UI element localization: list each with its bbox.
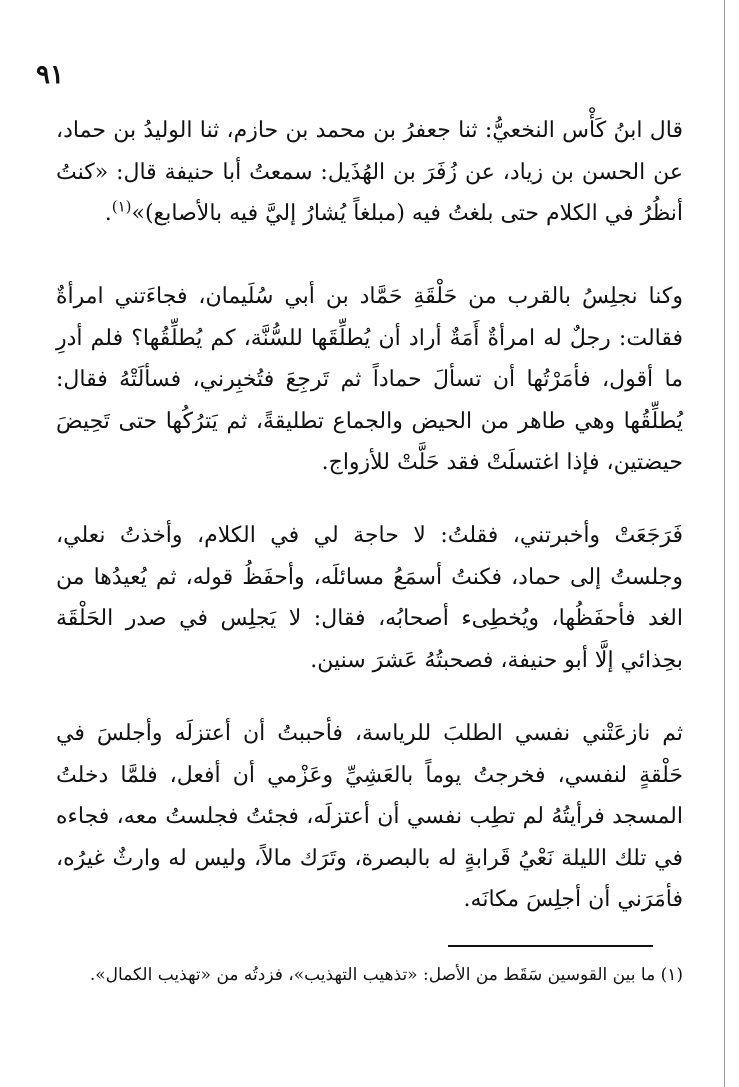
footnote-separator [448,945,653,947]
paragraph-2 [56,276,683,484]
footnote-reference: (١) [111,197,132,216]
page-edge-line [724,0,725,1087]
paragraph-1 [56,110,683,235]
paragraph-3-text: فَرَجَعَتْ وأخبرتني، فقلتُ: لا حاجة لي في الكلام، وأخذتُ نعلي، وجلستُ إلى حماد، فكنتُ أسمَعُ مسائلَه، وأحفَظُ قوله، ثم يُعيدُها من الغد فأحفَظُها، ويُخطِىء أصحابُه، فقال: لا يَجلِس في صدر الحَلْقَة بحِذائي إلَّا أبو حنيفة، فصحبتُهُ عَشرَ سنين. [56,523,683,673]
paragraph-1-text: قال ابنُ كَأْس النخعيُّ: ثنا جعفرُ بن محمد بن حازم، ثنا الوليدُ بن حماد، عن الحسن بن زياد، عن زُفَرَ بن الهُذَيل: سمعتُ أبا حنيفة قال: «كنتُ أنظُرُ في الكلام حتى بلغتُ فيه (مبلغاً يُشارُ إليَّ فيه بالأصابع)» [56,118,683,226]
paragraph-3 [56,515,683,681]
page-number: ٩١ [36,60,64,90]
paragraph-1-tail: . [104,201,112,226]
paragraph-4 [56,713,683,921]
footnote: (١) ما بين القوسين سَقَط من الأصل: «تذهيب التهذيب»، فزدتُه من «تهذيب الكمال». [89,965,683,985]
paragraph-2-text: وكنا نجلِسُ بالقرب من حَلْقَةِ حَمَّاد بن أبي سُلَيمان، فجاءَتني امرأةٌ فقالت: رجلٌ له امرأةٌ أَمَةٌ أراد أن يُطلِّقَها للسُّنَّة، كم يُطلِّقُها؟ فلم أدرِ ما أقول، فأمَرْتُها أن تسألَ حماداً ثم تَرجِعَ فتُخبِرني، فسألَتْهُ فقال: يُطلِّقُها وهي طاهر من الحيض والجماع تطليقةً، ثم يَترُكُها حتى تَحِيضَ حيضتين، فإذا اغتسلَتْ فقد حَلَّتْ للأزواج. [56,284,683,475]
paragraph-4-text: ثم نازعَتْني نفسي الطلبَ للرياسة، فأحببتُ أن أعتزلَه وأجلسَ في حَلْقةٍ لنفسي، فخرجتُ يوماً بالعَشِيِّ وعَزْمي أن أفعل، فلمَّا دخلتُ المسجد فرأيتُهُ لم تطِب نفسي أن أعتزلَه، فجئتُ فجلستُ معه، فجاءه في تلك الليلة نَعْيُ قَرابةٍ له بالبصرة، وتَرَك مالاً، وليس له وارثٌ غيرُه، فأمَرَني أن أجلِسَ مكانَه. [56,721,683,912]
